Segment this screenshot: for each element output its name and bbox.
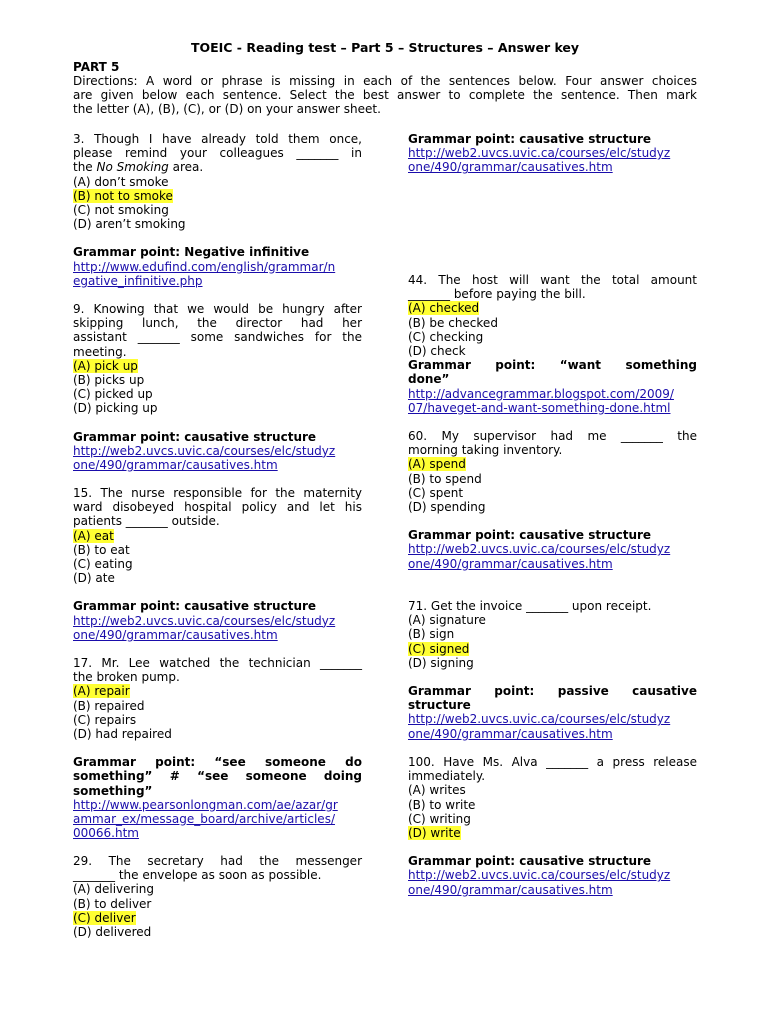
question-text: 15. The nurse responsible for the maternity xyxy=(73,486,362,500)
option-c: (C) checking xyxy=(408,329,484,344)
reference-link[interactable]: 00066.htm xyxy=(73,826,139,841)
correct-answer: (A) pick up xyxy=(73,358,138,373)
grammar-point-q29 xyxy=(408,132,697,175)
option-a: (A) delivering xyxy=(73,882,155,897)
option-c xyxy=(73,911,362,925)
question-text: meeting. xyxy=(73,344,127,359)
question-text: _______ the envelope as soon as possible. xyxy=(73,868,322,883)
reference-link[interactable]: http://web2.uvcs.uvic.ca/courses/elc/studyz xyxy=(408,712,671,727)
option-b: (B) to spend xyxy=(408,471,482,486)
option-d: (D) delivered xyxy=(73,925,152,940)
option-d: (D) signing xyxy=(408,655,474,670)
reference-link[interactable]: egative_infinitive.php xyxy=(73,273,203,288)
option-c: (C) spent xyxy=(408,485,464,500)
option-d xyxy=(408,826,697,840)
reference-link[interactable]: http://web2.uvcs.uvic.ca/courses/elc/studyz xyxy=(73,443,336,458)
option-d: (D) check xyxy=(408,344,466,359)
option-d: (D) picking up xyxy=(73,401,158,416)
question-17 xyxy=(73,656,362,840)
correct-answer: (A) repair xyxy=(73,684,130,699)
question-15 xyxy=(73,486,362,642)
option-b: (B) picks up xyxy=(73,373,145,388)
question-text: morning taking inventory. xyxy=(408,443,563,458)
correct-answer: (D) write xyxy=(408,826,461,841)
directions-line: the letter (A), (B), (C), or (D) on your answer sheet. xyxy=(73,102,381,117)
option-c xyxy=(408,642,697,656)
question-text: immediately. xyxy=(408,769,486,784)
question-text: 29. The secretary had the messenger xyxy=(73,854,362,868)
correct-answer: (A) checked xyxy=(408,301,480,316)
question-71 xyxy=(408,599,697,741)
reference-link[interactable]: http://www.pearsonlongman.com/ae/azar/gr xyxy=(73,797,338,812)
page-title: TOEIC - Reading test – Part 5 – Structures – Answer key xyxy=(190,40,580,55)
option-a xyxy=(408,457,697,471)
question-text: 44. The host will want the total amount xyxy=(408,273,697,287)
question-29 xyxy=(73,854,362,939)
correct-answer: (A) spend xyxy=(408,457,466,472)
reference-link[interactable]: 07/haveget-and-want-something-done.html xyxy=(408,400,671,415)
question-text: skipping lunch, the director had her xyxy=(73,316,362,331)
option-a: (A) writes xyxy=(408,783,466,798)
correct-answer: (B) not to smoke xyxy=(73,188,173,203)
option-b: (B) to eat xyxy=(73,542,130,557)
option-b: (B) to deliver xyxy=(73,896,152,911)
correct-answer: (A) eat xyxy=(73,528,114,543)
option-b xyxy=(73,189,362,203)
grammar-point: Grammar point: causative structure xyxy=(408,528,652,543)
option-b: (B) repaired xyxy=(73,698,145,713)
reference-link[interactable]: http://web2.uvcs.uvic.ca/courses/elc/studyz xyxy=(408,146,671,161)
grammar-point: something” # “see someone doing xyxy=(73,769,362,784)
option-a xyxy=(408,301,697,315)
grammar-point: Grammar point: causative structure xyxy=(408,854,652,869)
correct-answer: (C) signed xyxy=(408,641,470,656)
correct-answer: (C) deliver xyxy=(73,910,136,925)
question-text: 9. Knowing that we would be hungry after xyxy=(73,302,362,316)
reference-link[interactable]: ammar_ex/message_board/archive/articles/ xyxy=(73,812,335,827)
question-text: the broken pump. xyxy=(73,670,180,685)
reference-link[interactable]: one/490/grammar/causatives.htm xyxy=(73,627,278,642)
grammar-point: structure xyxy=(408,698,471,713)
option-a xyxy=(73,359,362,373)
reference-link[interactable]: one/490/grammar/causatives.htm xyxy=(73,458,278,473)
question-3 xyxy=(73,132,362,288)
reference-link[interactable]: one/490/grammar/causatives.htm xyxy=(408,726,613,741)
question-text: 60. My supervisor had me _______ the xyxy=(408,429,697,443)
option-b: (B) sign xyxy=(408,627,455,642)
question-text: 3. Though I have already told them once, xyxy=(73,132,362,146)
reference-link[interactable]: one/490/grammar/causatives.htm xyxy=(408,882,613,897)
grammar-point: Grammar point: causative structure xyxy=(73,429,317,444)
option-d: (D) aren’t smoking xyxy=(73,217,186,232)
directions xyxy=(73,74,697,117)
option-d: (D) spending xyxy=(408,500,486,515)
option-a: (A) don’t smoke xyxy=(73,174,169,189)
question-text: patients _______ outside. xyxy=(73,514,220,529)
reference-link[interactable]: one/490/grammar/causatives.htm xyxy=(408,556,613,571)
option-c: (C) repairs xyxy=(73,712,137,727)
grammar-point: Grammar point: causative structure xyxy=(73,599,317,614)
option-c: (C) writing xyxy=(408,811,471,826)
reference-link[interactable]: http://web2.uvcs.uvic.ca/courses/elc/studyz xyxy=(408,868,671,883)
directions-line: are given below each sentence. Select the best answer to complete the sentence. Then mark xyxy=(73,88,697,103)
option-b: (B) be checked xyxy=(408,315,498,330)
option-c: (C) not smoking xyxy=(73,203,169,218)
grammar-point: Grammar point: “want something xyxy=(408,358,697,373)
question-100 xyxy=(408,755,697,897)
question-text: ward disobeyed hospital policy and let his xyxy=(73,500,362,515)
option-c: (C) picked up xyxy=(73,387,153,402)
grammar-point: done” xyxy=(408,372,450,387)
reference-link[interactable]: http://web2.uvcs.uvic.ca/courses/elc/studyz xyxy=(408,542,671,557)
question-44 xyxy=(408,273,697,415)
reference-link[interactable]: http://advancegrammar.blogspot.com/2009/ xyxy=(408,386,674,401)
question-text: please remind your colleagues _______ in xyxy=(73,146,362,161)
option-d: (D) ate xyxy=(73,571,115,586)
question-text: 71. Get the invoice _______ upon receipt. xyxy=(408,599,652,613)
reference-link[interactable]: http://web2.uvcs.uvic.ca/courses/elc/studyz xyxy=(73,613,336,628)
question-60 xyxy=(408,429,697,571)
part-heading: PART 5 xyxy=(73,60,120,74)
question-text: the No Smoking area. xyxy=(73,160,204,175)
directions-line: Directions: A word or phrase is missing in each of the sentences below. Four answer choices xyxy=(73,74,697,88)
option-a: (A) signature xyxy=(408,613,486,628)
question-text: assistant _______ some sandwiches for the xyxy=(73,330,362,345)
grammar-point: Grammar point: Negative infinitive xyxy=(73,245,310,260)
option-c: (C) eating xyxy=(73,557,133,572)
option-a xyxy=(73,684,362,698)
option-b: (B) to write xyxy=(408,797,476,812)
option-d: (D) had repaired xyxy=(73,727,172,742)
grammar-point: Grammar point: “see someone do xyxy=(73,755,362,770)
reference-link[interactable]: one/490/grammar/causatives.htm xyxy=(408,160,613,175)
grammar-point: Grammar point: passive causative xyxy=(408,684,697,699)
question-text: 17. Mr. Lee watched the technician _______ xyxy=(73,656,362,670)
option-a xyxy=(73,529,362,543)
answer-key-page xyxy=(73,40,697,940)
question-text: 100. Have Ms. Alva _______ a press release xyxy=(408,755,697,769)
grammar-point: Grammar point: causative structure xyxy=(408,132,652,146)
grammar-point: something” xyxy=(73,783,153,798)
question-9 xyxy=(73,302,362,472)
question-text: _______ before paying the bill. xyxy=(408,287,586,302)
reference-link[interactable]: http://www.edufind.com/english/grammar/n xyxy=(73,259,336,274)
